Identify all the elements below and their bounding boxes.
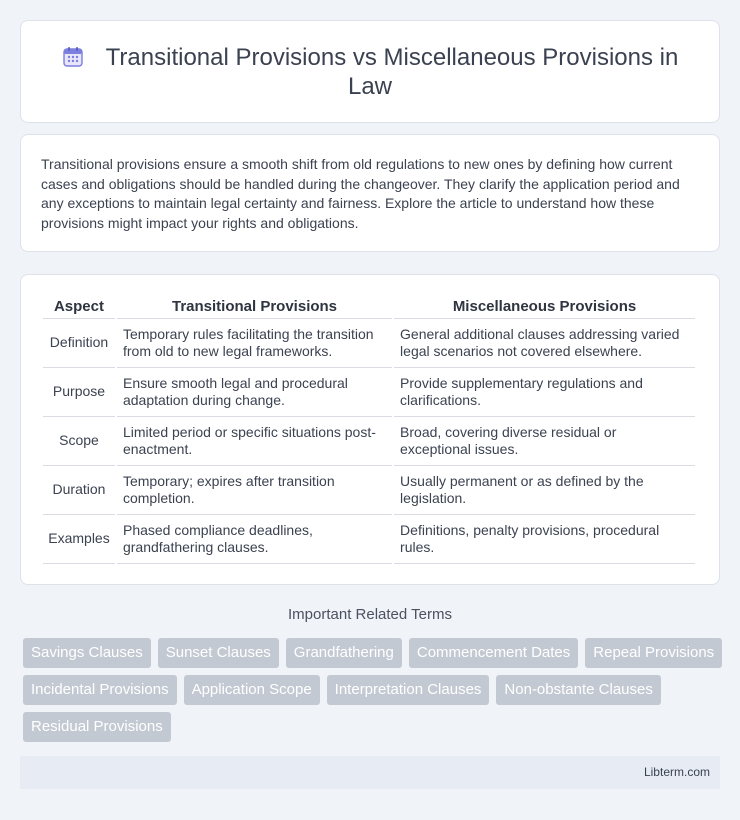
calendar-icon bbox=[62, 46, 84, 68]
title-card bbox=[20, 20, 720, 123]
table-row bbox=[43, 368, 695, 417]
term-chip[interactable]: Sunset Clauses bbox=[158, 638, 279, 668]
row-transitional: Temporary; expires after transition completion. bbox=[117, 466, 392, 515]
row-aspect: Definition bbox=[43, 319, 115, 368]
term-chip[interactable]: Non-obstante Clauses bbox=[496, 675, 660, 705]
row-transitional: Limited period or specific situations post-enactment. bbox=[117, 417, 392, 466]
intro-text: Transitional provisions ensure a smooth shift from old regulations to new ones by defining how current cases and obligations should be handled during the changeover. They clarify the application period and any exceptions to maintain legal certainty and fairness. Explore the article to understand how these provisions might impact your rights and obligations. bbox=[41, 156, 680, 231]
header-aspect: Aspect bbox=[43, 295, 115, 319]
term-chip[interactable]: Grandfathering bbox=[286, 638, 402, 668]
table-header-row bbox=[43, 295, 695, 319]
term-chip[interactable]: Incidental Provisions bbox=[23, 675, 177, 705]
row-miscellaneous: General additional clauses addressing varied legal scenarios not covered elsewhere. bbox=[394, 319, 695, 368]
row-aspect: Scope bbox=[43, 417, 115, 466]
header-transitional: Transitional Provisions bbox=[117, 295, 392, 319]
comparison-table-card bbox=[20, 274, 720, 585]
comparison-table bbox=[41, 295, 697, 564]
page-title-wrap bbox=[61, 43, 679, 101]
table-row bbox=[43, 515, 695, 564]
term-chip[interactable]: Repeal Provisions bbox=[585, 638, 722, 668]
row-aspect: Duration bbox=[43, 466, 115, 515]
row-miscellaneous: Provide supplementary regulations and clarifications. bbox=[394, 368, 695, 417]
row-miscellaneous: Broad, covering diverse residual or exceptional issues. bbox=[394, 417, 695, 466]
header-miscellaneous: Miscellaneous Provisions bbox=[394, 295, 695, 319]
term-chip[interactable]: Savings Clauses bbox=[23, 638, 151, 668]
row-aspect: Purpose bbox=[43, 368, 115, 417]
intro-card bbox=[20, 134, 720, 252]
term-chip[interactable]: Commencement Dates bbox=[409, 638, 578, 668]
related-terms-heading: Important Related Terms bbox=[288, 606, 452, 623]
row-transitional: Temporary rules facilitating the transition from old to new legal frameworks. bbox=[117, 319, 392, 368]
footer-site-link[interactable]: Libterm.com bbox=[643, 765, 710, 779]
row-miscellaneous: Usually permanent or as defined by the legislation. bbox=[394, 466, 695, 515]
row-transitional: Ensure smooth legal and procedural adaptation during change. bbox=[117, 368, 392, 417]
row-miscellaneous: Definitions, penalty provisions, procedural rules. bbox=[394, 515, 695, 564]
term-chip[interactable]: Interpretation Clauses bbox=[327, 675, 490, 705]
term-chip[interactable]: Application Scope bbox=[184, 675, 320, 705]
table-row bbox=[43, 417, 695, 466]
related-terms-list bbox=[23, 638, 723, 742]
page-title: Transitional Provisions vs Miscellaneous Provisions in Law bbox=[105, 43, 679, 100]
table-row bbox=[43, 319, 695, 368]
footer bbox=[20, 756, 720, 789]
table-row bbox=[43, 466, 695, 515]
term-chip[interactable]: Residual Provisions bbox=[23, 712, 171, 742]
row-aspect: Examples bbox=[43, 515, 115, 564]
row-transitional: Phased compliance deadlines, grandfathering clauses. bbox=[117, 515, 392, 564]
